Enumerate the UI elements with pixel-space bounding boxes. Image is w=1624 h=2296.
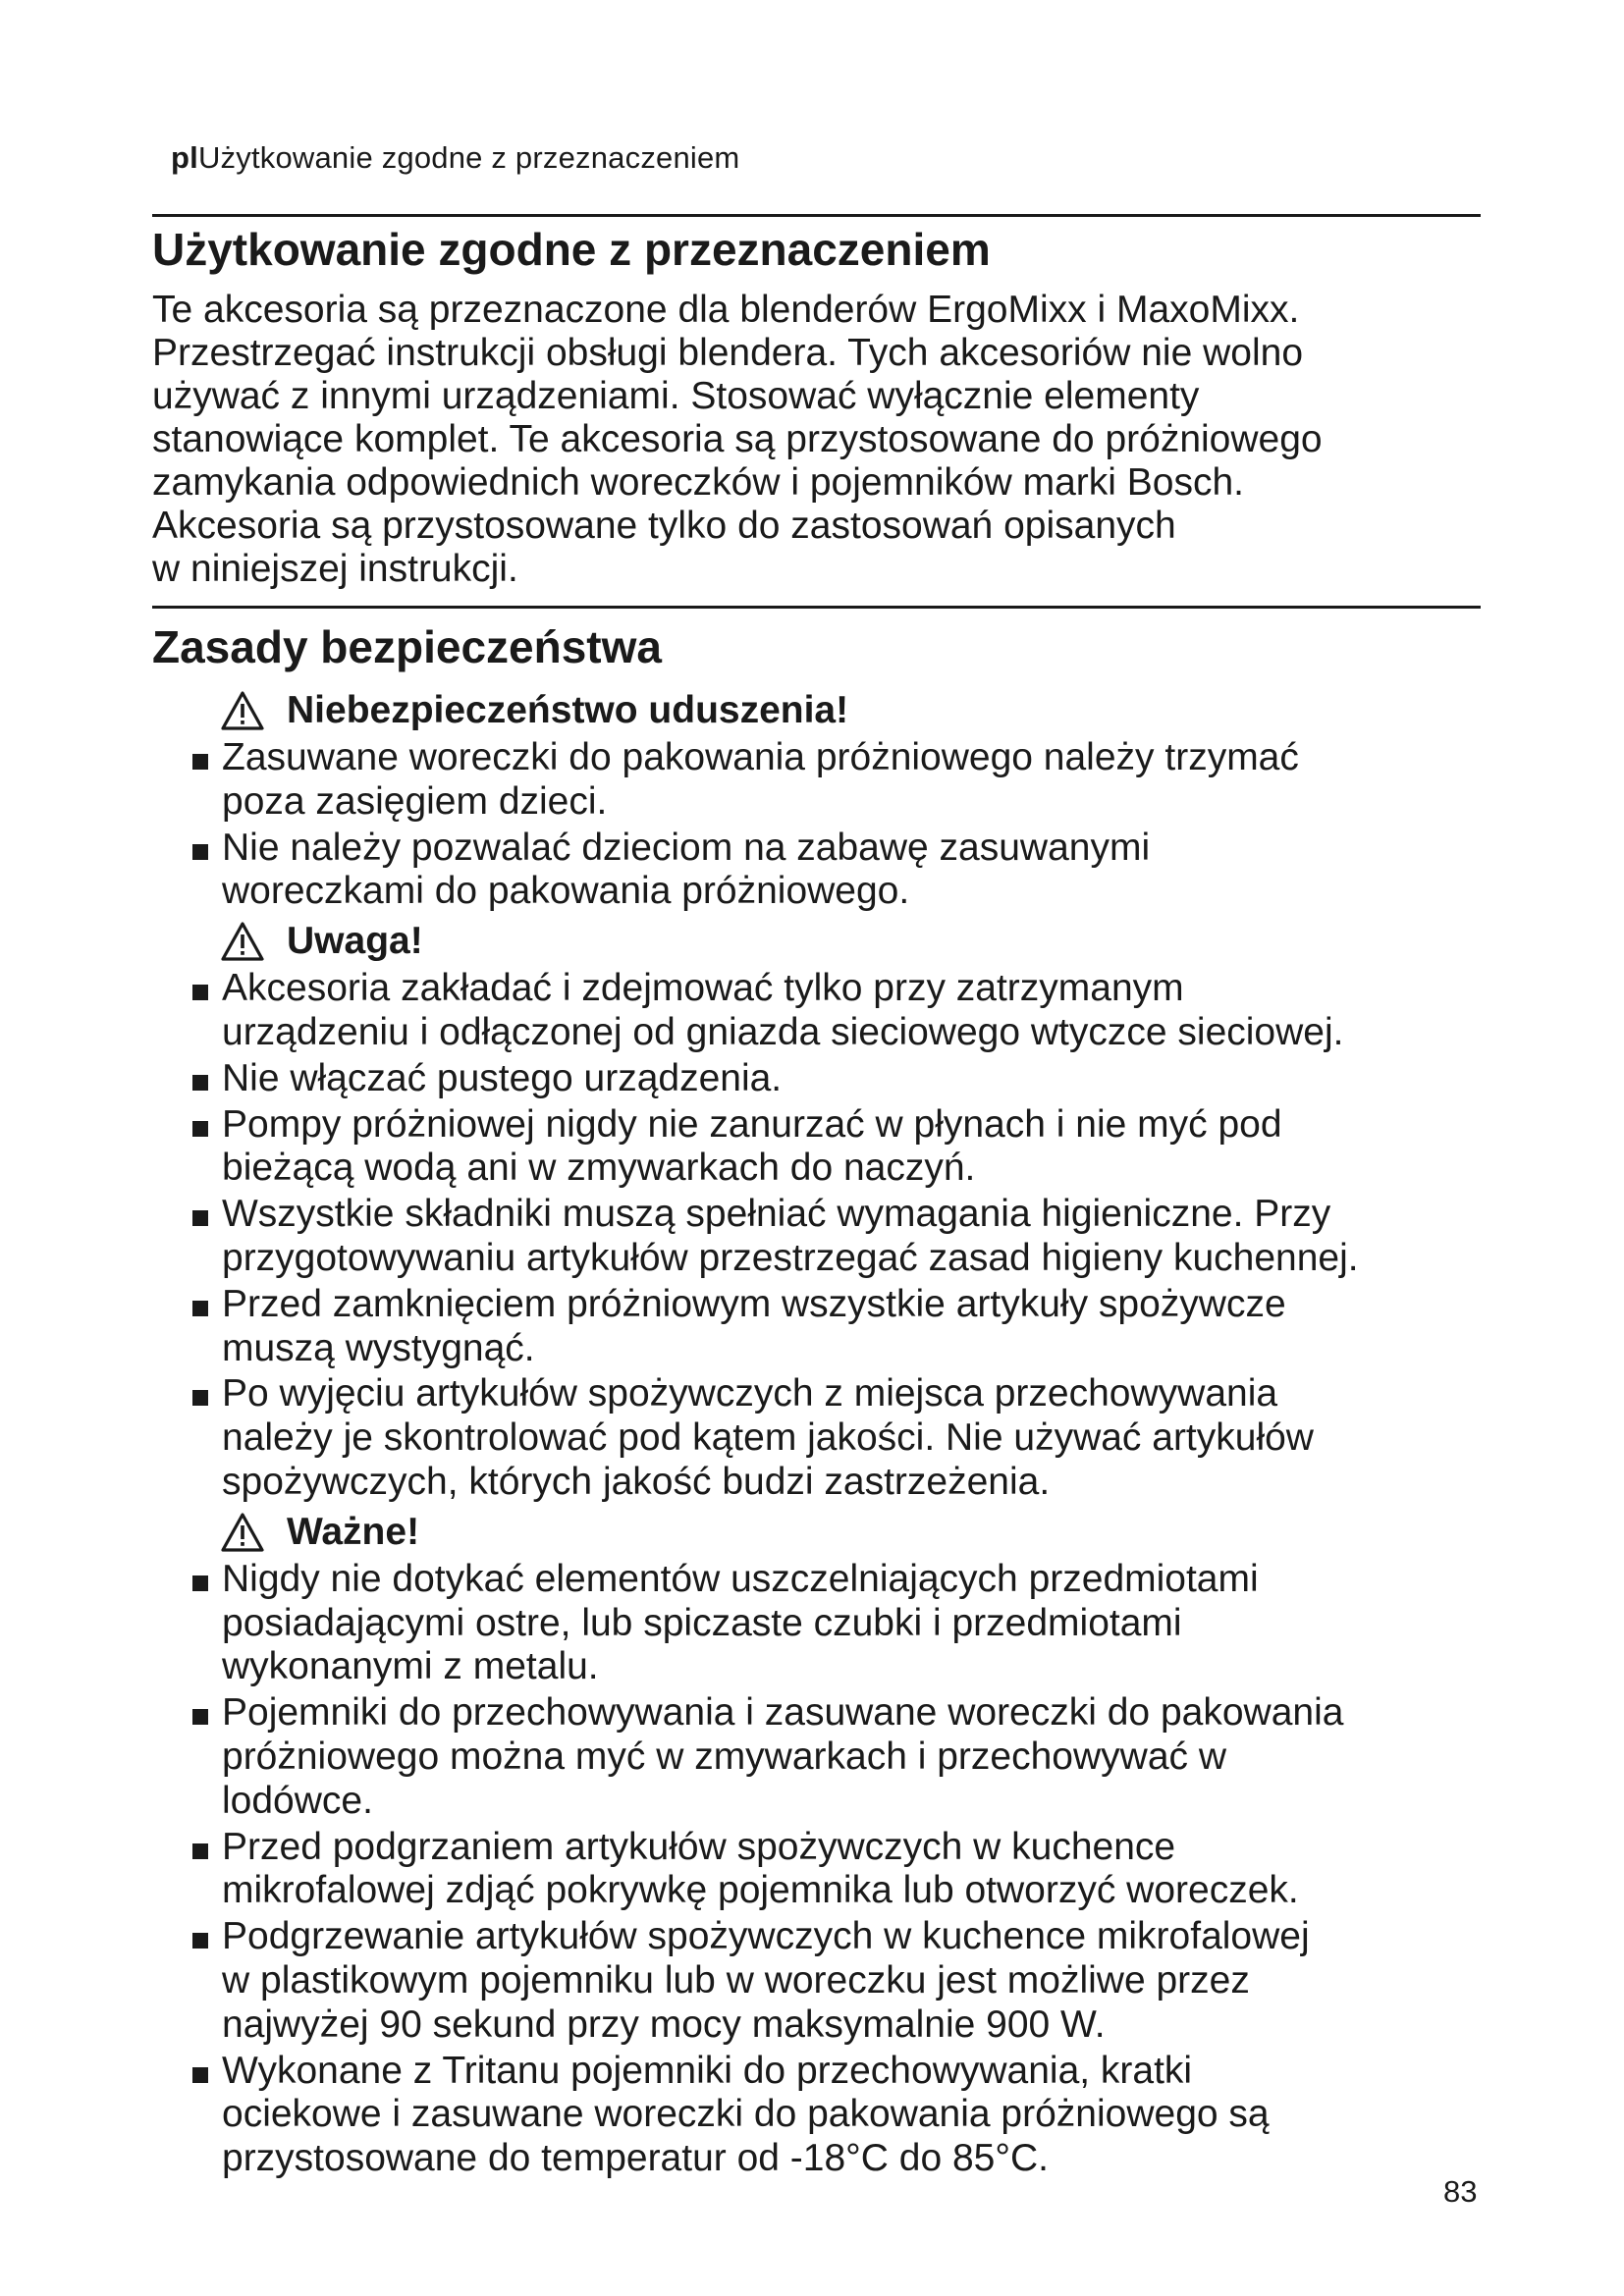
list-item-line: Wszystkie składniki muszą spełniać wymagania higieniczne. Przy (222, 1193, 1331, 1236)
running-header (171, 140, 739, 176)
warning-heading-text: Uwaga! (287, 920, 423, 963)
list-item-line: Nie należy pozwalać dzieciom na zabawę zasuwanymi (222, 826, 1151, 869)
list-item (187, 1372, 1502, 1504)
square-bullet-icon (192, 1390, 208, 1406)
list-item-line: należy je skontrolować pod kątem jakości. Nie używać artykułów (222, 1416, 1314, 1460)
list-item (187, 1193, 1502, 1281)
intro-line: używać z innymi urządzeniami. Stosować wyłącznie elementy (152, 375, 1200, 417)
list-item (187, 2050, 1502, 2181)
section-divider-top (152, 214, 1481, 217)
list-item-line: Pompy próżniowej nigdy nie zanurzać w płynach i nie myć pod (222, 1102, 1282, 1146)
list-item-line: przystosowane do temperatur od -18°C do 85°C. (222, 2137, 1049, 2180)
square-bullet-icon (192, 1075, 208, 1091)
safety-list (187, 967, 1502, 1505)
square-bullet-icon (192, 1843, 208, 1859)
list-item-line: poza zasięgiem dzieci. (222, 779, 608, 823)
list-item-line: spożywczych, których jakość budzi zastrzeżenia. (222, 1460, 1051, 1503)
square-bullet-icon (192, 1933, 208, 1949)
square-bullet-icon (192, 2067, 208, 2083)
list-item-line: mikrofalowej zdjąć pokrywkę pojemnika lub otworzyć woreczek. (222, 1869, 1299, 1912)
intro-line: Akcesoria są przystosowane tylko do zastosowań opisanych (152, 505, 1176, 547)
square-bullet-icon (192, 1575, 208, 1591)
intro-line: Przestrzegać instrukcji obsługi blendera. Tych akcesoriów nie wolno (152, 332, 1304, 374)
section-title-safety: Zasady bezpieczeństwa (152, 621, 662, 672)
list-item-line: Po wyjęciu artykułów spożywczych z miejsca przechowywania (222, 1372, 1278, 1415)
list-item (187, 1915, 1502, 2047)
list-item-line: Nie włączać pustego urządzenia. (222, 1056, 783, 1099)
list-item-line: Wykonane z Tritanu pojemniki do przechowywania, kratki (222, 2049, 1193, 2092)
list-item-line: bieżącą wodą ani w zmywarkach do naczyń. (222, 1147, 976, 1190)
square-bullet-icon (192, 1210, 208, 1226)
safety-list (187, 736, 1502, 914)
warning-heading-text: Niebezpieczeństwo uduszenia! (287, 689, 849, 731)
square-bullet-icon (192, 1709, 208, 1725)
list-item-line: wykonanymi z metalu. (222, 1645, 599, 1688)
square-bullet-icon (192, 844, 208, 860)
warning-heading-text: Ważne! (287, 1510, 420, 1553)
list-item-line: Zasuwane woreczki do pakowania próżniowego należy trzymać (222, 736, 1299, 778)
safety-list (187, 1558, 1502, 2181)
section-divider-safety (152, 606, 1481, 609)
list-item (187, 967, 1502, 1055)
list-item-line: Nigdy nie dotykać elementów uszczelniających przedmiotami (222, 1557, 1259, 1600)
list-item-line: najwyżej 90 sekund przy mocy maksymalnie 900 W. (222, 2002, 1106, 2046)
running-title: Użytkowanie zgodne z przeznaczeniem (197, 140, 740, 175)
language-code: pl (171, 140, 198, 175)
square-bullet-icon (192, 1301, 208, 1316)
list-item-line: w plastikowym pojemniku lub w woreczku jest możliwe przez (222, 1958, 1250, 2002)
list-item-line: posiadającymi ostre, lub spiczaste czubki i przedmiotami (222, 1601, 1182, 1644)
list-item (187, 1283, 1502, 1371)
list-item-line: lodówce. (222, 1779, 373, 1822)
list-item-line: ociekowe i zasuwane woreczki do pakowania próżniowego są (222, 2093, 1270, 2136)
list-item (187, 1558, 1502, 1689)
list-item-line: przygotowywaniu artykułów przestrzegać zasad higieny kuchennej. (222, 1236, 1359, 1279)
section-title-intended-use: Użytkowanie zgodne z przeznaczeniem (152, 224, 991, 275)
square-bullet-icon (192, 985, 208, 1000)
list-item (187, 736, 1502, 825)
page-number: 83 (1443, 2174, 1478, 2209)
list-item-line: woreczkami do pakowania próżniowego. (222, 870, 910, 913)
list-item (187, 1103, 1502, 1192)
warning-heading (220, 687, 1502, 734)
list-item-line: urządzeniu i odłączonej od gniazda sieciowego wtyczce sieciowej. (222, 1010, 1344, 1053)
safety-instructions (187, 687, 1502, 2185)
square-bullet-icon (192, 1121, 208, 1137)
intended-use-paragraph (152, 289, 1497, 591)
intro-line: Te akcesoria są przeznaczone dla blenderów ErgoMixx i MaxoMixx. (152, 289, 1300, 331)
intro-line: stanowiące komplet. Te akcesoria są przystosowane do próżniowego (152, 418, 1323, 460)
list-item (187, 827, 1502, 915)
intro-line: w niniejszej instrukcji. (152, 548, 518, 590)
intro-line: zamykania odpowiednich woreczków i pojemników marki Bosch. (152, 461, 1244, 504)
warning-triangle-icon (220, 1512, 265, 1553)
list-item-line: Akcesoria zakładać i zdejmować tylko przy zatrzymanym (222, 967, 1184, 1010)
list-item (187, 1057, 1502, 1101)
list-item-line: Przed zamknięciem próżniowym wszystkie artykuły spożywcze (222, 1282, 1286, 1325)
list-item-line: Pojemniki do przechowywania i zasuwane woreczki do pakowania (222, 1691, 1344, 1735)
list-item-line: Przed podgrzaniem artykułów spożywczych w kuchence (222, 1825, 1176, 1868)
list-item (187, 1826, 1502, 1914)
warning-heading (220, 1509, 1502, 1556)
square-bullet-icon (192, 754, 208, 770)
warning-heading (220, 918, 1502, 965)
list-item-line: Podgrzewanie artykułów spożywczych w kuchence mikrofalowej (222, 1915, 1310, 1958)
list-item-line: muszą wystygnąć. (222, 1326, 535, 1369)
warning-triangle-icon (220, 690, 265, 731)
warning-triangle-icon (220, 921, 265, 962)
list-item (187, 1691, 1502, 1823)
list-item-line: próżniowego można myć w zmywarkach i przechowywać w (222, 1735, 1227, 1778)
